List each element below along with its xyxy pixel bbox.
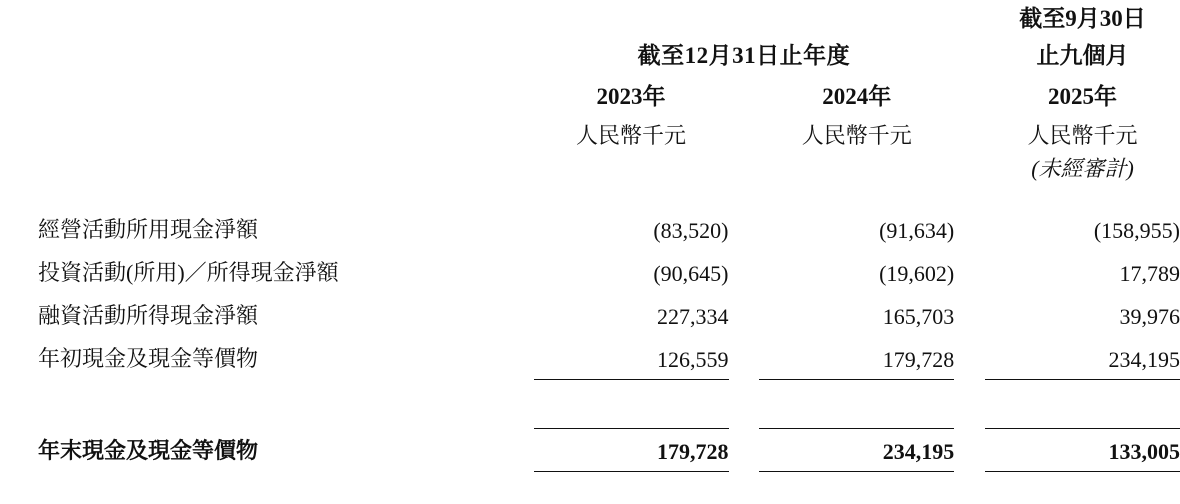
header-period-nine-months-line2: 止九個月 [1036,43,1129,68]
header-spacer-cell [729,0,760,37]
header-spacer-cell [954,119,985,152]
column-gap [729,428,760,471]
header-note-unaudited: (未經審計) [1031,156,1134,181]
spacer-cell [0,185,1180,207]
spacer-cell [0,406,1180,429]
total-underline-row [0,471,1180,476]
column-gap [954,336,985,379]
table-row-total [0,428,1180,471]
header-unit-2023: 人民幣千元 [576,123,687,148]
column-gap [729,293,760,336]
column-gap [729,379,760,406]
table-row [0,250,1180,293]
rule-cell-2025 [985,379,1180,406]
header-spacer-cell [534,152,729,185]
row-value-2025: 39,976 [1119,304,1180,329]
header-spacer-cell [0,119,534,152]
header-row-period-years [0,37,1180,76]
header-spacer-cell [729,152,760,185]
header-row-period-nine-months [0,0,1180,37]
rule-label-cell [0,379,534,406]
row-label: 融資活動所得現金淨額 [38,303,259,328]
body-top-spacer [0,185,1180,207]
header-spacer-cell [0,37,534,76]
header-spacer-cell [0,76,534,119]
column-gap [954,428,985,471]
header-spacer-cell [954,76,985,119]
header-year-2024: 2024年 [822,84,892,109]
header-row-note [0,152,1180,185]
total-value-2024: 234,195 [759,428,954,471]
row-label: 年初現金及現金等價物 [38,346,259,371]
header-spacer-cell [729,76,760,119]
header-spacer-cell [954,152,985,185]
column-gap [954,207,985,250]
row-value-2024: 179,728 [882,346,955,372]
header-spacer-cell [729,119,760,152]
row-value-2025: 17,789 [1119,261,1180,286]
header-spacer-cell [534,0,729,37]
header-spacer-cell [954,37,985,76]
underline-cell-2024 [759,471,954,476]
column-gap [729,336,760,379]
table-row [0,207,1180,250]
column-gap [729,207,760,250]
column-gap [954,471,985,476]
header-spacer-cell [954,0,985,37]
column-gap [729,250,760,293]
subtotal-rule-row [0,379,1180,406]
header-year-2023: 2023年 [596,84,666,109]
pre-total-spacer [0,406,1180,429]
header-unit-2025: 人民幣千元 [1027,123,1138,148]
table-body [0,185,1180,476]
header-unit-2024: 人民幣千元 [801,123,912,148]
column-gap [954,293,985,336]
row-value-2025: 234,195 [1108,346,1180,372]
rule-cell-2024 [759,379,954,406]
header-spacer-cell [0,0,534,37]
header-spacer-cell [0,152,534,185]
row-value-2023: 126,559 [657,346,729,372]
row-value-2023: (83,520) [653,218,729,243]
row-value-2023: 227,334 [657,304,729,329]
underline-cell-2025 [985,471,1180,476]
total-value-2023: 179,728 [534,428,729,471]
row-label: 投資活動(所用)／所得現金淨額 [38,260,339,285]
column-gap [954,379,985,406]
row-value-2024: (91,634) [879,218,955,243]
underline-cell-2023 [534,471,729,476]
column-gap [729,471,760,476]
table-header [0,0,1180,185]
rule-cell-2023 [534,379,729,406]
header-year-2025: 2025年 [1048,84,1118,109]
row-value-2025: (158,955) [1093,218,1180,243]
total-row-label: 年末現金及現金等價物 [38,438,259,463]
row-value-2024: 165,703 [882,304,955,329]
header-period-years-span: 截至12月31日止年度 [637,43,851,68]
table-row [0,336,1180,379]
row-value-2024: (19,602) [879,261,955,286]
total-value-2025: 133,005 [985,428,1180,471]
row-value-2023: (90,645) [653,261,729,286]
row-label: 經營活動所用現金淨額 [38,217,259,242]
column-gap [954,250,985,293]
header-spacer-cell [759,0,954,37]
header-period-nine-months-line1: 截至9月30日 [1019,6,1146,31]
underline-label-cell [0,471,534,476]
header-row-units [0,119,1180,152]
header-spacer-cell [759,152,954,185]
header-row-years [0,76,1180,119]
table-row [0,293,1180,336]
